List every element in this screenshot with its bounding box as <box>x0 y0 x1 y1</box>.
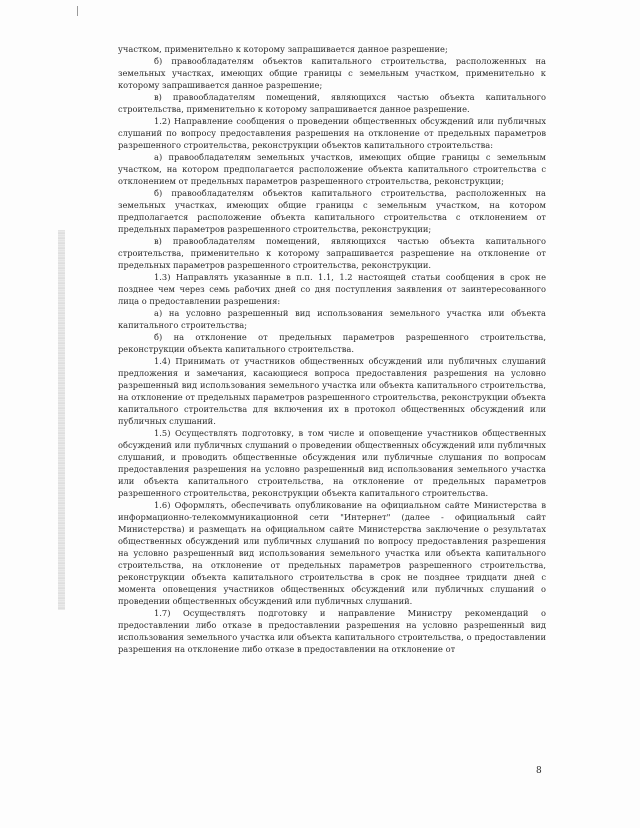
paragraph: 1.7) Осуществлять подготовку и направление Министру рекомендаций о предоставлении либо отказе в предоставлении разрешения на условно разрешенный вид использования земельного участка или объекта капитального строительства, о предоставлении разрешения на отклонение либо отказе в предоставлении на отклонение от <box>118 608 546 654</box>
paragraph: 1.6) Оформлять, обеспечивать опубликование на официальном сайте Министерства в информационно-телекоммуникационной сети "Интернет" (далее - официальный сайт Министерства) и размещать на официальном сайте Министерства заключение о результатах общественных обсуждений или публичных слушаний по вопросу предоставления разрешения на условно разрешенный вид использования земельного участка или объекта капитального строительства, на отклонение от предельных параметров разрешенного строительства, реконструкции объекта капитального строительства в срок не позднее тридцати дней с момента оповещения участников общественных обсуждений или публичных слушаний о проведении общественных обсуждений или публичных слушаний. <box>118 500 546 606</box>
paragraph: участком, применительно к которому запрашивается данное разрешение; <box>118 44 448 54</box>
scan-mark <box>77 6 78 16</box>
paragraph: б) на отклонение от предельных параметров разрешенного строительства, реконструкции объекта капитального строительства. <box>118 332 546 354</box>
paragraph: 1.3) Направлять указанные в п.п. 1.1, 1.2 настоящей статьи сообщения в срок не позднее чем через семь рабочих дней со дня поступления заявления от заинтересованного лица о предоставлении разрешения: <box>118 272 546 306</box>
paragraph: б) правообладателям объектов капитального строительства, расположенных на земельных участках, имеющих общие границы с земельным участком, применительно к которому запрашивается данное разрешение; <box>118 56 546 90</box>
paragraph: 1.4) Принимать от участников общественных обсуждений или публичных слушаний предложения и замечания, касающиеся вопроса предоставления разрешения на условно разрешенный вид использования земельного участка или объекта капитального строительства, на отклонение от предельных параметров разрешенного строительства, реконструкции объекта капитального строительства для включения их в протокол общественных обсуждений или публичных слушаний. <box>118 356 546 426</box>
paragraph: б) правообладателям объектов капитального строительства, расположенных на земельных участках, имеющих общие границы с земельным участком, на котором предполагается расположение объекта капитального строительства с отклонением от предельных параметров разрешенного строительства, реконструкции; <box>118 188 546 234</box>
paragraph: в) правообладателям помещений, являющихся частью объекта капитального строительства, применительно к которому запрашивается данное разрешение. <box>118 92 546 114</box>
document-body <box>118 43 546 655</box>
page-number: 8 <box>536 766 542 776</box>
scan-edge-shadow <box>58 230 65 610</box>
paragraph: а) на условно разрешенный вид использования земельного участка или объекта капитального строительства; <box>118 308 546 330</box>
paragraph: в) правообладателям помещений, являющихся частью объекта капитального строительства, применительно к которому запрашивается разрешение на отклонение от предельных параметров разрешенного строительства, реконструкции. <box>118 236 546 270</box>
paragraph: 1.2) Направление сообщения о проведении общественных обсуждений или публичных слушаний по вопросу предоставления разрешения на отклонение от предельных параметров разрешенного строительства, реконструкции объектов капитального строительства: <box>118 116 546 150</box>
paragraph: 1.5) Осуществлять подготовку, в том числе и оповещение участников общественных обсуждений или публичных слушаний о проведении общественных обсуждений или публичных слушаний, и проводить общественные обсуждения или публичные слушания по вопросам предоставления разрешения на условно разрешенный вид использования земельного участка или объекта капитального строительства, на отклонение от предельных параметров разрешенного строительства, реконструкции объекта капитального строительства. <box>118 428 546 498</box>
paragraph: а) правообладателям земельных участков, имеющих общие границы с земельным участком, на котором предполагается расположение объекта капитального строительства с отклонением от предельных параметров разрешенного строительства, реконструкции; <box>118 152 546 186</box>
